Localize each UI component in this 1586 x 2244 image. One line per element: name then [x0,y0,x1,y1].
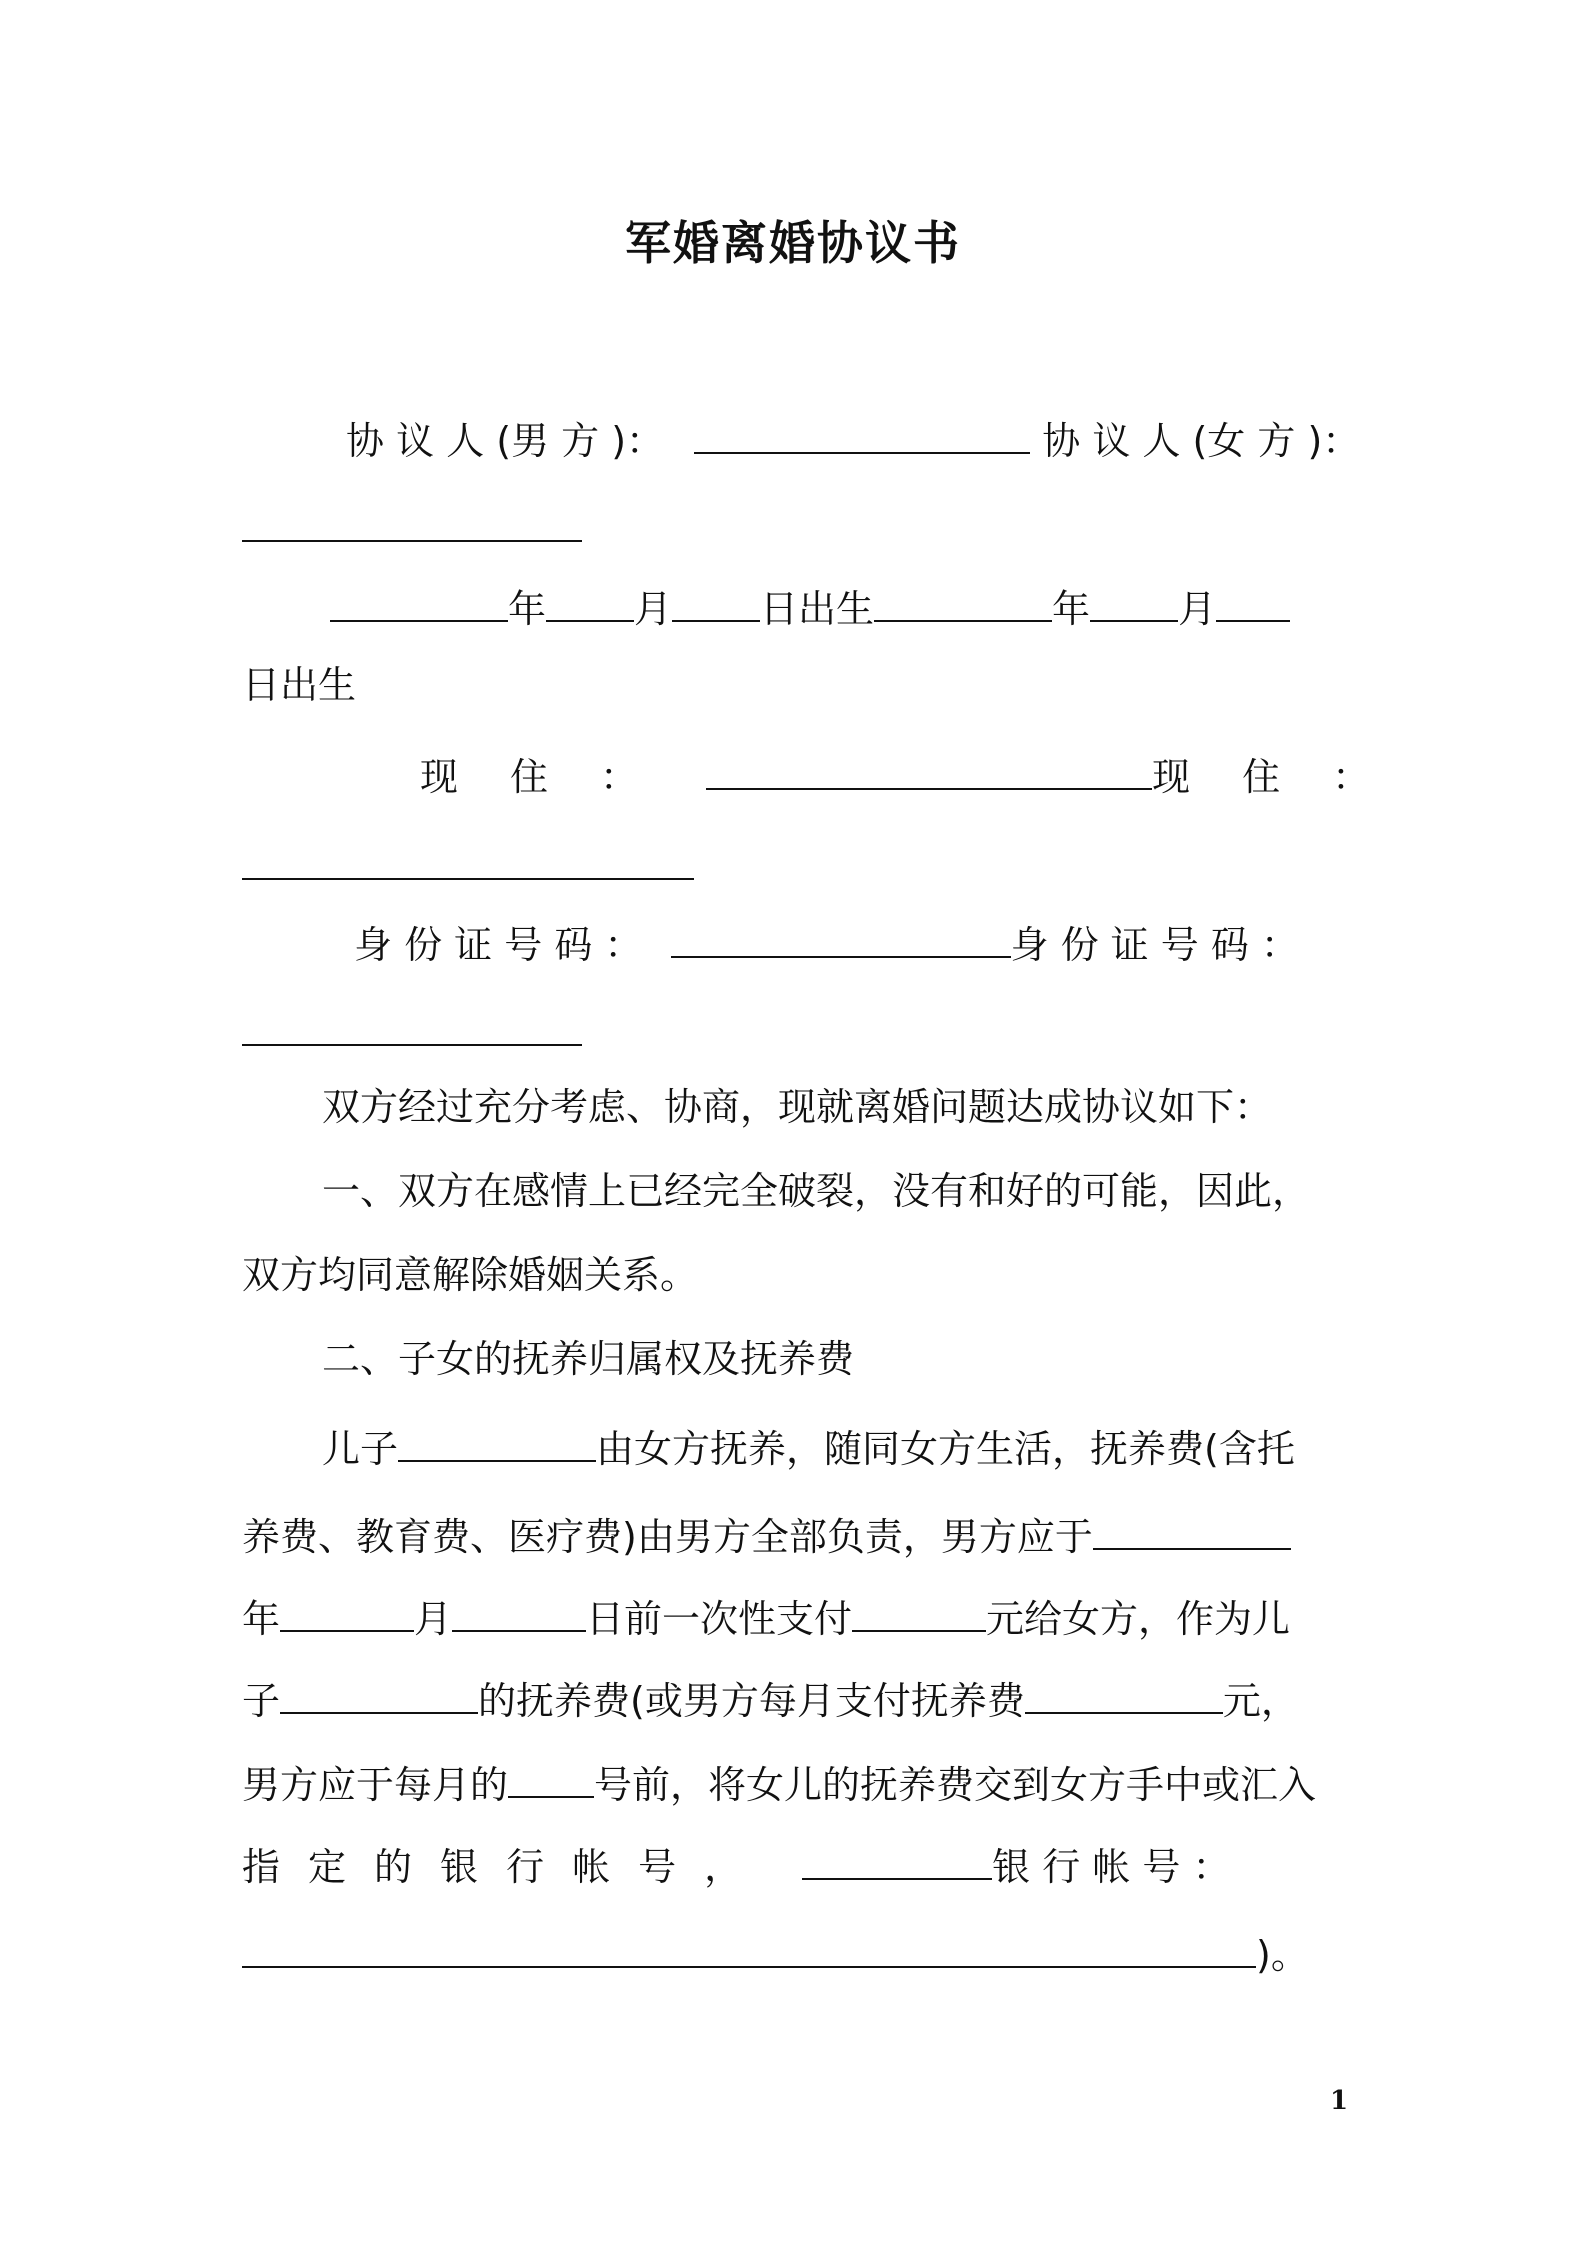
text: 养费、教育费、医疗费)由男方全部负责，男方应于 [242,1515,1093,1559]
male-id-blank[interactable] [671,916,1011,958]
clause2-heading: 二、子女的抚养归属权及抚养费 [322,1337,855,1381]
payment-year-blank[interactable] [1093,1508,1291,1550]
text: 男方应于每月的 [242,1763,509,1807]
female-party-label: 协 议 人 (女 方 )： [1042,419,1361,463]
clause2-line6 [242,1838,1230,1890]
text: 帐 [572,1845,611,1889]
clause2-line5 [242,1756,1316,1808]
address-char: 现 [1152,755,1191,799]
month-label: 月 [634,587,673,631]
party-line [346,412,1360,464]
address-char: 住 [510,755,549,799]
address-char: 住 [1242,755,1281,799]
female-birth-year-blank[interactable] [874,580,1052,622]
text: 的抚养费(或男方每月支付抚养费 [478,1679,1025,1723]
address-char: 现 [420,755,459,799]
clause2-line1 [322,1420,1295,1472]
bank-account-blank[interactable] [242,1926,1256,1968]
clause2-line3 [242,1590,1290,1642]
address-char: ： [600,755,639,799]
female-address-row [242,838,694,890]
page-number: 1 [1330,2086,1349,2116]
clause2-line7 [242,1926,1309,1978]
female-id-row [242,1004,582,1056]
text: 行 [506,1845,545,1889]
bank-holder-blank[interactable] [802,1838,992,1880]
female-party-row [242,500,582,552]
payment-day-blank[interactable] [452,1590,586,1632]
year-label: 年 [1052,587,1091,631]
birth-line [330,580,1290,632]
clause2-line2 [242,1508,1291,1560]
text: ， [704,1845,743,1889]
female-id-blank[interactable] [242,1004,582,1046]
intro-paragraph: 双方经过充分考虑、协商，现就离婚问题达成协议如下： [322,1085,1273,1129]
male-birth-day-blank[interactable] [672,580,760,622]
document-title: 军婚离婚协议书 [625,216,961,270]
text: 子 [242,1679,281,1723]
id-line [354,916,1299,968]
son-name-blank[interactable] [398,1420,596,1462]
text: 日前一次性支付 [586,1597,853,1641]
text: 号 [638,1845,677,1889]
text: 号前，将女儿的抚养费交到女方手中或汇入 [594,1763,1317,1807]
female-birth-month-blank[interactable] [1090,580,1178,622]
text: 年 [242,1597,281,1641]
male-party-blank[interactable] [694,412,1030,454]
text: 定 [308,1845,347,1889]
text: 银 [440,1845,479,1889]
monthly-amount-blank[interactable] [1025,1672,1223,1714]
male-party-label: 协 议 人 (男 方 )： [346,419,665,463]
clause1-line1: 一、双方在感情上已经完全破裂，没有和好的可能，因此， [322,1169,1311,1213]
clause2-line4 [242,1672,1299,1724]
text: 月 [414,1597,453,1641]
son-name-blank[interactable] [280,1672,478,1714]
female-party-blank[interactable] [242,500,582,542]
payment-month-blank[interactable] [280,1590,414,1632]
clause1-line2: 双方均同意解除婚姻关系。 [242,1253,699,1297]
text: 元给女方，作为儿 [986,1597,1291,1641]
female-address-blank[interactable] [242,838,694,880]
month-label: 月 [1178,587,1217,631]
text: 的 [374,1845,413,1889]
male-address-blank[interactable] [706,748,1152,790]
born-wrap: 日出生 [242,663,357,707]
year-label: 年 [508,587,547,631]
text: 银 行 帐 号 ： [992,1845,1231,1889]
text: )。 [1256,1933,1309,1977]
text: 儿子 [322,1427,399,1471]
male-birth-year-blank[interactable] [330,580,508,622]
male-birth-month-blank[interactable] [546,580,634,622]
text: 元， [1222,1679,1299,1723]
text: 由女方抚养，随同女方生活，抚养费(含托 [596,1427,1295,1471]
male-id-label: 身 份 证 号 码 ： [354,923,643,967]
address-char: ： [1332,755,1371,799]
payment-amount-blank[interactable] [852,1590,986,1632]
address-line [420,748,1370,800]
born-label: 日出生 [760,587,875,631]
monthly-day-blank[interactable] [508,1756,594,1798]
text: 指 [242,1845,281,1889]
female-birth-day-blank[interactable] [1216,580,1290,622]
female-id-label: 身 份 证 号 码 ： [1010,923,1299,967]
